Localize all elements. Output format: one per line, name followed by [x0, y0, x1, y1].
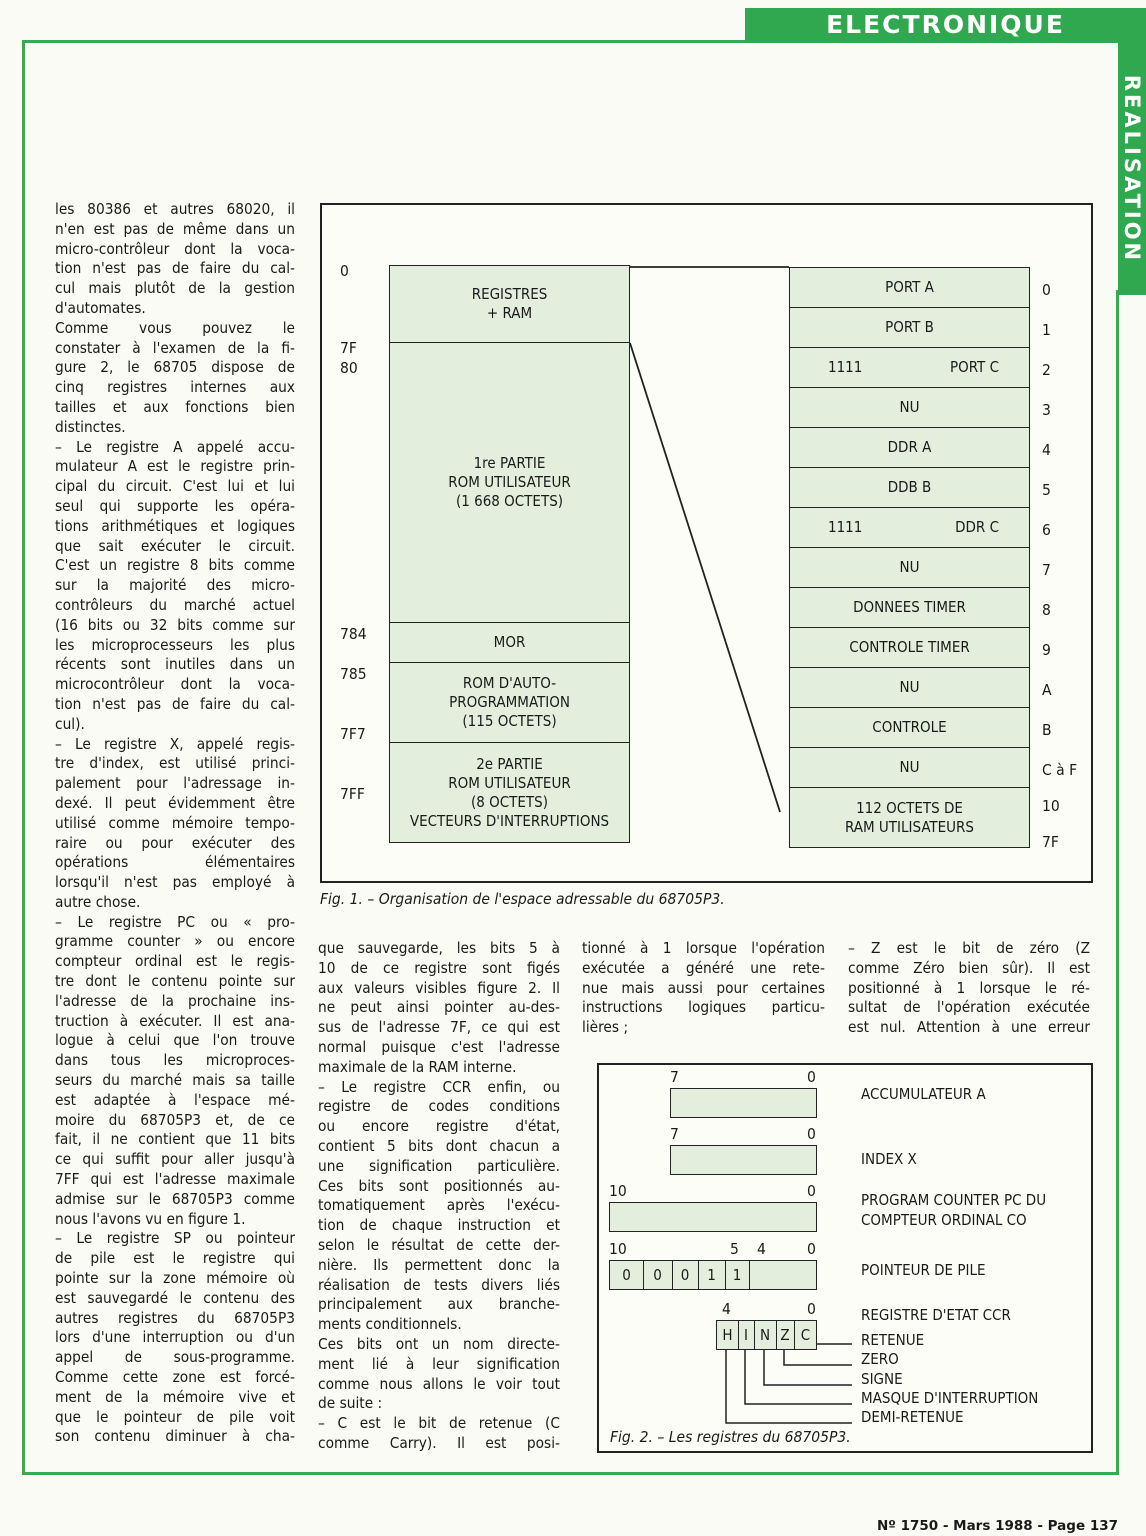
bit-high-label: 7	[670, 1125, 679, 1143]
flag-meaning: RETENUE	[861, 1331, 925, 1349]
address-label: 7F7	[340, 725, 366, 743]
text-line: comme Zéro bien sûr). Il est	[848, 958, 1090, 977]
bit-mid-label: 4	[757, 1240, 766, 1258]
text-line: moire du 68705P3 et, de ce	[55, 1110, 295, 1129]
register-name: CONTROLE	[872, 718, 947, 736]
register-address: 10	[1042, 797, 1060, 815]
flag-meaning: DEMI-RETENUE	[861, 1408, 964, 1427]
leader-i	[745, 1350, 852, 1404]
text-line: ne peut ainsi pointer au-des-	[318, 998, 560, 1017]
text-line: normal puisque c'est l'adresse	[318, 1037, 560, 1056]
register-block	[789, 787, 1030, 848]
register-address: A	[1042, 681, 1052, 699]
text-line: Comme vous pouvez le	[55, 318, 295, 337]
leader-n	[764, 1350, 852, 1385]
text-line: est nul. Attention à une erreur	[848, 1018, 1090, 1037]
text-line: n'en est pas de même dans un	[55, 219, 295, 238]
text-line: dans tous les microproces-	[55, 1051, 295, 1070]
text-line: Ces bits sont positionnés au-	[318, 1176, 560, 1195]
text-column-4	[848, 939, 1090, 1038]
text-line: – Le registre PC ou « pro-	[55, 912, 295, 931]
text-line: cul mais plutôt de la gestion	[55, 279, 295, 298]
register-block	[789, 627, 1030, 668]
memory-block	[389, 342, 630, 623]
text-line: – Le registre CCR enfin, ou	[318, 1077, 560, 1096]
text-line: cipal du circuit. C'est lui et lui	[55, 477, 295, 496]
register-address: B	[1042, 721, 1052, 739]
memory-block-line: REGISTRES	[471, 285, 548, 303]
text-line: sus de l'adresse 7F, ce qui est	[318, 1018, 560, 1037]
section-header: ELECTRONIQUE	[745, 8, 1146, 42]
text-line: pointe sur la zone mémoire où	[55, 1269, 295, 1288]
text-line: microcontrôleur dont la voca-	[55, 675, 295, 694]
memory-block	[389, 265, 630, 343]
fixed-bit: 1	[698, 1261, 726, 1289]
register-name: DONNEES TIMER	[853, 598, 966, 616]
flag-bit: Z	[776, 1321, 795, 1349]
text-line: 7FF qui est l'adresse maximale	[55, 1170, 295, 1189]
text-line: comme Carry). Il est posi-	[318, 1433, 560, 1452]
register-name: DDR C	[955, 518, 999, 536]
text-line: C'est un registre 8 bits comme	[55, 556, 295, 575]
register-name: PORT C	[950, 358, 999, 376]
text-line: – Le registre SP ou pointeur	[55, 1229, 295, 1248]
address-label: 80	[340, 359, 358, 377]
register-name: NU	[899, 678, 920, 696]
text-line: les 80386 et autres 68020, il	[55, 200, 295, 218]
address-label: 7FF	[340, 785, 365, 803]
register-address-end: 7F	[1042, 833, 1059, 851]
text-line: tions arithmétiques et logiques	[55, 516, 295, 535]
text-line: tion n'est pas de faire du cal-	[55, 259, 295, 278]
text-line: tion de chaque instruction et	[318, 1216, 560, 1235]
bit-high-label: 4	[722, 1300, 731, 1318]
register-name: NU	[899, 558, 920, 576]
text-line: que sait exécuter le circuit.	[55, 536, 295, 555]
text-line: les microprocesseurs les plus	[55, 635, 295, 654]
text-line: constater à l'examen de la fi-	[55, 338, 295, 357]
memory-block-line: + RAM	[486, 304, 533, 322]
bit-high-label: 7	[670, 1068, 679, 1086]
text-line: d'automates.	[55, 298, 146, 317]
text-line: – C est le bit de retenue (C	[318, 1414, 560, 1433]
register-address: 2	[1042, 361, 1051, 379]
text-line: positionné à 1 lorsque le ré-	[848, 978, 1090, 997]
register-name: NU	[899, 758, 920, 776]
register-name: 112 OCTETS DE RAM UTILISATEURS	[844, 798, 975, 836]
text-line: tion n'est pas de faire du cal-	[55, 694, 295, 713]
register-address: 5	[1042, 481, 1051, 499]
figure-2-flag-leaders	[599, 1065, 1095, 1455]
register-name: ACCUMULATEUR A	[861, 1085, 986, 1103]
text-column-2	[318, 939, 560, 1454]
text-line: palement pour l'adressage in-	[55, 774, 295, 793]
figure-1-memory-map	[320, 203, 1093, 883]
text-line: lors d'une interruption ou d'un	[55, 1328, 295, 1347]
register-block	[789, 387, 1030, 428]
text-line: tre d'index, est utilisé princi-	[55, 754, 295, 773]
register-name: PORT B	[885, 318, 934, 336]
figure-2-registers	[597, 1063, 1093, 1453]
memory-block-line: (1 668 OCTETS)	[455, 492, 564, 510]
memory-block	[389, 662, 630, 743]
address-label: 785	[340, 665, 367, 683]
text-line: instructions logiques particu-	[582, 998, 825, 1017]
text-line: Comme cette zone est forcé-	[55, 1368, 295, 1387]
text-line: une signification particulière.	[318, 1156, 560, 1175]
register-prefix: 1111	[828, 358, 863, 376]
flag-bit: H	[717, 1321, 739, 1349]
register-address: C à F	[1042, 761, 1078, 779]
text-line: nue mais aussi pour certaines	[582, 978, 825, 997]
text-line: ou encore registre d'état,	[318, 1117, 560, 1136]
text-line: ment de la mémoire vive et	[55, 1387, 295, 1406]
fixed-bit: 0	[610, 1261, 644, 1289]
text-line: maximale de la RAM interne.	[318, 1057, 517, 1076]
register-name: CONTROLE TIMER	[849, 638, 970, 656]
text-line: utilisé comme mémoire tempo-	[55, 813, 295, 832]
connector-diagonal	[630, 343, 780, 812]
text-line: admise sur le 68705P3 comme	[55, 1189, 295, 1208]
memory-block-line: (115 OCTETS)	[462, 712, 557, 730]
bit-low-label: 0	[807, 1125, 816, 1143]
text-line: ments conditionnels.	[318, 1315, 462, 1334]
text-line: que le pointeur de pile voit	[55, 1407, 295, 1426]
register-address: 4	[1042, 441, 1051, 459]
flag-bit: I	[738, 1321, 755, 1349]
figure-2-caption: Fig. 2. – Les registres du 68705P3.	[610, 1428, 851, 1446]
fixed-bit: 0	[672, 1261, 699, 1289]
text-line: son contenu diminuer à cha-	[55, 1427, 295, 1446]
memory-block	[389, 742, 630, 843]
figure-1-caption: Fig. 1. – Organisation de l'espace adressable du 68705P3.	[320, 890, 725, 908]
text-line: raire ou pour exécuter des	[55, 833, 295, 852]
memory-block-line: ROM UTILISATEUR	[448, 773, 571, 792]
text-line: dexé. Il peut évidemment être	[55, 793, 295, 812]
register-address: 6	[1042, 521, 1051, 539]
register-name: DDR A	[887, 438, 932, 456]
leader-z	[784, 1350, 852, 1365]
register-block	[789, 307, 1030, 348]
text-line: de pile est le registre qui	[55, 1249, 295, 1268]
bit-low-label: 0	[807, 1240, 816, 1258]
text-line: récents sont inutiles dans un	[55, 655, 295, 674]
memory-block-line: ROM D'AUTO-	[462, 674, 557, 692]
text-line: mulateur A est le registre prin-	[55, 457, 295, 476]
register-address: 0	[1042, 281, 1051, 299]
page-frame-right	[1116, 290, 1119, 1475]
text-line: gure 2, le 68705 dispose de	[55, 358, 295, 377]
text-line: est adaptée à l'espace mé-	[55, 1090, 295, 1109]
text-line: exécutée a généré une rete-	[582, 958, 825, 977]
text-line: aux valeurs visibles figure 2. Il	[318, 978, 560, 997]
register-name: PORT A	[885, 278, 934, 296]
text-line: tomatiquement après l'exécu-	[318, 1196, 560, 1215]
text-line: comme nous allons le voir tout	[318, 1374, 560, 1393]
text-line: tionné à 1 lorsque l'opération	[582, 939, 825, 957]
register-name: INDEX X	[861, 1150, 917, 1168]
register-name: REGISTRE D'ETAT CCR	[861, 1306, 1011, 1324]
register-name: NU	[899, 398, 920, 416]
memory-block-line: MOR	[493, 633, 526, 651]
bit-low-label: 0	[807, 1300, 816, 1318]
bit-low-label: 0	[807, 1068, 816, 1086]
register-address: 1	[1042, 321, 1051, 339]
register-block	[789, 747, 1030, 788]
text-line: micro-contrôleur dont la voca-	[55, 239, 295, 258]
page-footer: Nº 1750 - Mars 1988 - Page 137	[876, 1518, 1118, 1534]
register-block	[789, 427, 1030, 468]
fixed-bit: 1	[725, 1261, 750, 1289]
register-block	[789, 467, 1030, 508]
address-label: 0	[340, 262, 349, 280]
flag-bit: C	[800, 1325, 811, 1344]
text-line: sur la majorité des micro-	[55, 576, 295, 595]
text-line: contrôleurs du marché actuel	[55, 595, 295, 614]
register-address: 9	[1042, 641, 1051, 659]
register-address: 3	[1042, 401, 1051, 419]
text-line: 10 de ce registre sont figés	[318, 958, 560, 977]
text-line: seul qui supporte les opéra-	[55, 496, 295, 515]
text-line: opérations élémentaires	[55, 853, 295, 872]
bit-high-label: 10	[609, 1240, 627, 1258]
fixed-bit: 0	[643, 1261, 673, 1289]
text-line: – Le registre A appelé accu-	[55, 437, 295, 456]
flag-meaning: ZERO	[861, 1350, 899, 1369]
register-name: DDB B	[887, 478, 932, 496]
text-line: seurs du marché mais sa taille	[55, 1071, 295, 1090]
address-label: 784	[340, 625, 367, 643]
register-block	[789, 507, 1030, 548]
text-line: ce qui suffit pour aller jusqu'à	[55, 1150, 295, 1169]
memory-block-line: ROM UTILISATEUR	[448, 473, 571, 491]
text-line: autre chose.	[55, 892, 141, 911]
flag-bit: N	[754, 1321, 777, 1349]
bit-low-label: 0	[807, 1182, 816, 1200]
text-line: (16 bits ou 32 bits comme sur	[55, 615, 295, 634]
text-line: nous l'avons vu en figure 1.	[55, 1209, 246, 1228]
text-line: gramme counter » ou encore	[55, 932, 295, 951]
text-line: l'adresse de la prochaine ins-	[55, 991, 295, 1010]
text-line: selon le résultat de cette der-	[318, 1235, 560, 1254]
text-line: tre dont le contenu pointe sur	[55, 972, 295, 991]
text-line: distinctes.	[55, 417, 126, 436]
text-line: cul).	[55, 714, 85, 733]
memory-block-line: (8 OCTETS)	[470, 792, 549, 811]
text-line: autres registres du 68705P3	[55, 1308, 295, 1327]
register-block	[789, 267, 1030, 308]
text-line: cinq registres internes aux	[55, 378, 295, 397]
text-line: sultat de l'opération exécutée	[848, 998, 1090, 1017]
text-line: de suite :	[318, 1394, 383, 1413]
register-block	[789, 587, 1030, 628]
register-block	[789, 347, 1030, 388]
section-tab	[1118, 42, 1146, 295]
memory-block	[389, 622, 630, 663]
text-column-3	[582, 939, 825, 1038]
text-line: fait, il ne contient que 11 bits	[55, 1130, 295, 1149]
register-block	[789, 547, 1030, 588]
register-name: PROGRAM COUNTER PC DU COMPTEUR ORDINAL CO	[861, 1191, 1047, 1229]
text-line: contient 5 bits dont chacun a	[318, 1136, 560, 1155]
text-line: registre de codes conditions	[318, 1097, 560, 1116]
text-line: – Z est le bit de zéro (Z	[848, 939, 1090, 957]
register-address: 7	[1042, 561, 1051, 579]
memory-block-line: VECTEURS D'INTERRUPTIONS	[409, 811, 610, 830]
flag-meaning: SIGNE	[861, 1369, 903, 1388]
text-line: truction à exécuter. Il est ana-	[55, 1011, 295, 1030]
bit-high-label: 10	[609, 1182, 627, 1200]
text-line: tailles et aux fonctions bien	[55, 397, 295, 416]
memory-block-line: PROGRAMMATION	[449, 693, 570, 711]
register-address: 8	[1042, 601, 1051, 619]
text-line: réalisation de tests divers liés	[318, 1275, 560, 1294]
text-line: nière. Ils permettent donc la	[318, 1255, 560, 1274]
text-line: que sauvegarde, les bits 5 à	[318, 939, 560, 957]
text-line: appel de sous-programme.	[55, 1348, 295, 1367]
text-line: principalement aux branche-	[318, 1295, 560, 1314]
memory-block-line: 1re PARTIE	[473, 454, 546, 472]
register-block	[789, 707, 1030, 748]
register-prefix: 1111	[828, 518, 863, 536]
text-line: compteur ordinal est le regis-	[55, 952, 295, 971]
text-line: est sauvegardé le contenu des	[55, 1288, 295, 1307]
bit-mid-label: 5	[730, 1240, 739, 1258]
text-line: – Le registre X, appelé regis-	[55, 734, 295, 753]
address-label: 7F	[340, 339, 357, 357]
text-column-1	[55, 200, 295, 1447]
text-line: logue à celui que l'on trouve	[55, 1031, 295, 1050]
memory-block-line: 2e PARTIE	[476, 754, 543, 773]
register-block	[789, 667, 1030, 708]
text-line: Ces bits ont un nom directe-	[318, 1334, 560, 1353]
text-line: ment lié à leur signification	[318, 1354, 560, 1373]
flag-meaning: MASQUE D'INTERRUPTION	[861, 1388, 1039, 1407]
section-tab-label: REALISATION	[1120, 74, 1144, 263]
register-name: POINTEUR DE PILE	[861, 1261, 986, 1279]
text-line: lières ;	[582, 1018, 629, 1037]
text-line: lorsqu'il n'est pas employé à	[55, 873, 295, 892]
